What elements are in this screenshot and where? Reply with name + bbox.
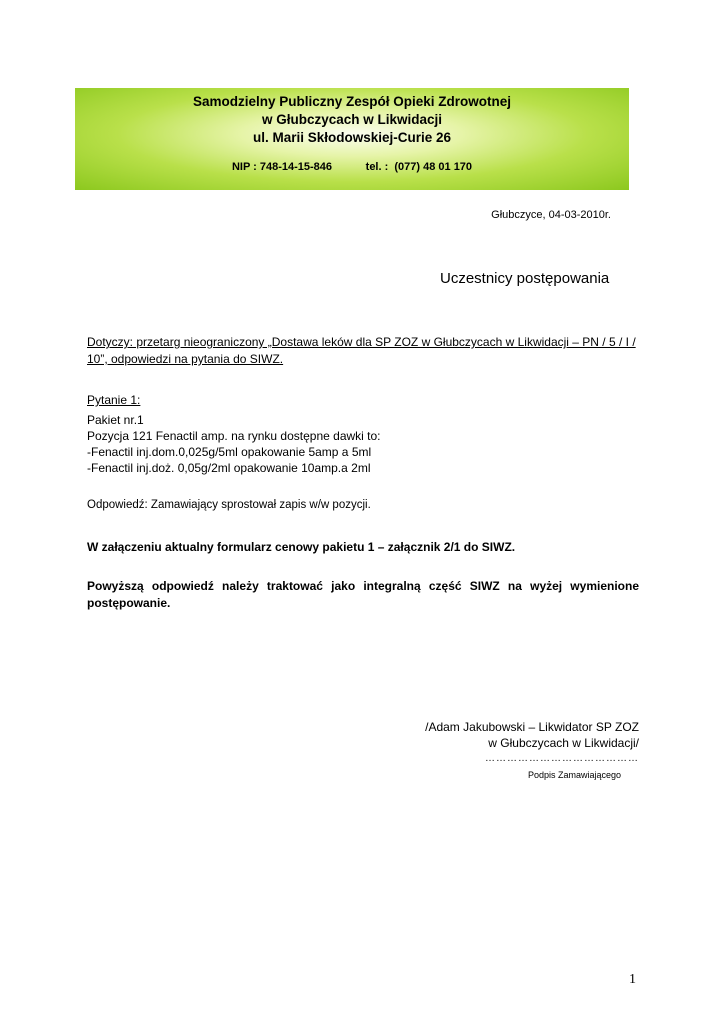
question-title: Pytanie 1: [87,393,141,407]
letter-date: Głubczyce, 04-03-2010r. [491,209,611,221]
signature-location: w Głubczycach w Likwidacji/ [488,736,639,750]
signature-label: Podpis Zamawiającego [527,770,621,780]
question-line: Pakiet nr.1 [87,413,144,427]
institution-location: w Głubczycach w Likwidacji [261,112,443,127]
institution-contact: NIP : 748-14-15-846 tel. : (077) 48 01 170 [231,161,473,173]
question-body [87,412,381,476]
signature-line: …………………………………… [485,753,639,764]
institution-address: ul. Marii Skłodowskiej-Curie 26 [252,130,452,145]
attachment-note: W załączeniu aktualny formularz cenowy pakietu 1 – załącznik 2/1 do SIWZ. [87,540,516,554]
closing-statement: Powyższą odpowiedź należy traktować jako integralną część SIWZ na wyżej wymienione postępowanie. [87,579,639,610]
page-number: 1 [629,972,636,987]
answer-text: Odpowiedź: Zamawiający sprostował zapis w/w pozycji. [87,499,371,511]
question-line: -Fenactil inj.doż. 0,05g/2ml opakowanie 10amp.a 2ml [87,461,371,475]
recipient: Uczestnicy postępowania [440,270,610,287]
signature-block [425,719,639,783]
letterhead [75,88,629,190]
institution-name: Samodzielny Publiczny Zespół Opieki Zdrowotnej [192,94,512,109]
signature-name: /Adam Jakubowski – Likwidator SP ZOZ [425,720,639,734]
subject-line: Dotyczy: przetarg nieograniczony „Dostawa leków dla SP ZOZ w Głubczycach w Likwidacji – PN / 5 / I / 10”, odpowiedzi na pytania do SIWZ. [87,335,636,366]
question-line: Pozycja 121 Fenactil amp. na rynku dostępne dawki to: [87,429,381,443]
question-line: -Fenactil inj.dom.0,025g/5ml opakowanie 5amp a 5ml [87,445,372,459]
